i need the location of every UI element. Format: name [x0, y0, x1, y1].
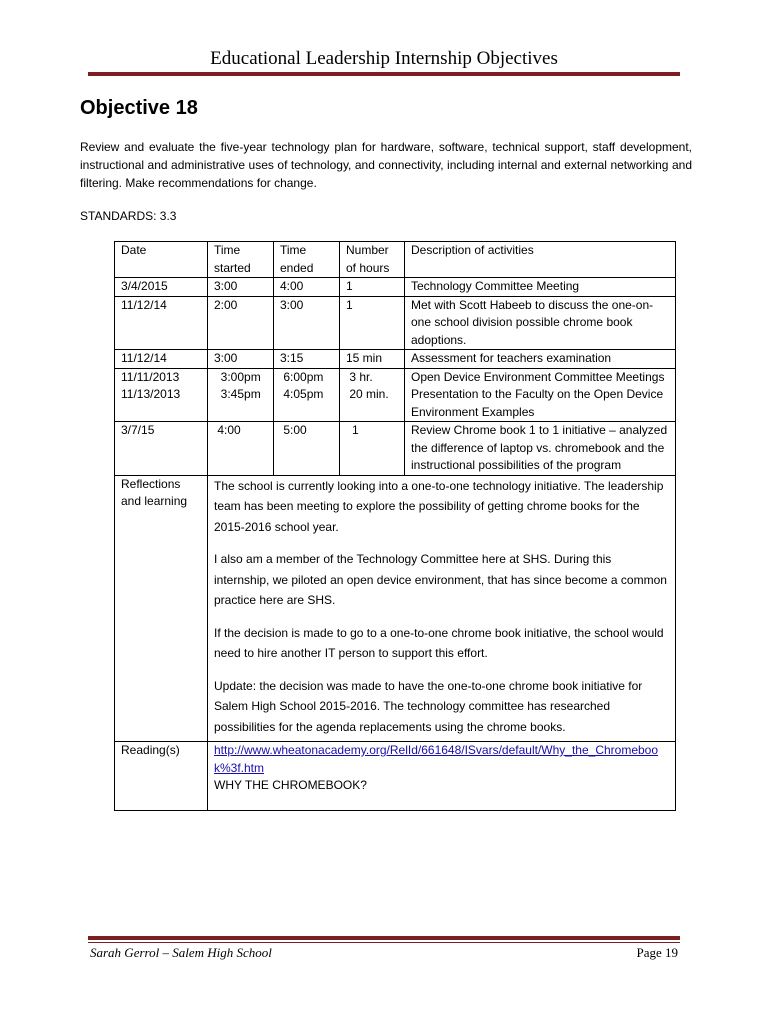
header-hours: Number of hours	[340, 242, 405, 278]
header-date: Date	[115, 242, 208, 278]
table-row	[115, 350, 676, 369]
footer-author: Sarah Gerrol – Salem High School	[90, 945, 272, 960]
objective-description: Review and evaluate the five-year technology plan for hardware, software, technical support, staff development, instructional and administrative uses of technology, and connectivity, including internal and external networking and filtering. Make recommendations for change.	[80, 140, 692, 190]
cell-hours: 1	[340, 422, 405, 476]
reflection-paragraph: The school is currently looking into a one-to-one technology initiative. The leadership team has been meeting to explore the possibility of getting chrome books for the 2015-2016 school year.	[214, 478, 664, 534]
cell-description: Review Chrome book 1 to 1 initiative – analyzed the difference of laptop vs. chromebook and the instructional possibilities of the program	[405, 422, 676, 476]
cell-start: 3:00	[208, 350, 274, 369]
cell-description: Met with Scott Habeeb to discuss the one-on-one school division possible chrome book adoptions.	[405, 296, 676, 350]
header-title: Educational Leadership Internship Objectives	[210, 48, 558, 69]
table-row	[115, 422, 676, 476]
cell-end: 3:00	[274, 296, 340, 350]
cell-start: 3:00pm 3:45pm	[208, 368, 274, 422]
footer-rule	[88, 936, 680, 940]
reading-title: WHY THE CHROMEBOOK?	[214, 778, 367, 792]
cell-date: 11/12/14	[115, 350, 208, 369]
reflections-text	[208, 475, 676, 742]
standards-label: STANDARDS: 3.3	[80, 209, 177, 223]
cell-description: Assessment for teachers examination	[405, 350, 676, 369]
header-description: Description of activities	[405, 242, 676, 278]
header-time-ended: Time ended	[274, 242, 340, 278]
cell-date: 11/11/2013 11/13/2013	[115, 368, 208, 422]
objective-heading: Objective 18	[80, 97, 198, 119]
cell-description: Technology Committee Meeting	[405, 278, 676, 297]
cell-hours: 1	[340, 296, 405, 350]
cell-hours: 3 hr. 20 min.	[340, 368, 405, 422]
cell-start: 3:00	[208, 278, 274, 297]
reading-cell	[208, 742, 676, 811]
footer-rule-thin	[88, 942, 680, 943]
reflections-row	[115, 475, 676, 742]
table-row	[115, 296, 676, 350]
reflection-paragraph: If the decision is made to go to a one-to-one chrome book initiative, the school would need to hire another IT person to support this effort.	[214, 625, 664, 660]
cell-start: 4:00	[208, 422, 274, 476]
reading-label: Reading(s)	[115, 742, 208, 811]
cell-date: 11/12/14	[115, 296, 208, 350]
reading-link[interactable]: http://www.wheatonacademy.org/RelId/661648/ISvars/default/Why_the_Chromebook%3f.htm	[214, 743, 659, 775]
cell-end: 4:00	[274, 278, 340, 297]
header-time-started: Time started	[208, 242, 274, 278]
reflection-paragraph: Update: the decision was made to have the one-to-one chrome book initiative for Salem High School 2015-2016. The technology committee has researched possibilities for the agenda replacements using the chrome books.	[214, 678, 643, 734]
reading-row	[115, 742, 676, 811]
cell-end: 6:00pm 4:05pm	[274, 368, 340, 422]
activity-table	[114, 241, 676, 811]
cell-end: 5:00	[274, 422, 340, 476]
table-row	[115, 278, 676, 297]
reflection-paragraph: I also am a member of the Technology Committee here at SHS. During this internship, we piloted an open device environment, that has since become a common practice here are SHS.	[214, 552, 667, 607]
reflections-label: Reflections and learning	[115, 475, 208, 742]
cell-hours: 15 min	[340, 350, 405, 369]
table-row	[115, 368, 676, 422]
header-rule	[88, 72, 680, 76]
cell-date: 3/7/15	[115, 422, 208, 476]
cell-description: Open Device Environment Committee Meetings Presentation to the Faculty on the Open Device Environment Examples	[405, 368, 676, 422]
cell-end: 3:15	[274, 350, 340, 369]
cell-hours: 1	[340, 278, 405, 297]
page-number: Page 19	[636, 945, 678, 960]
cell-date: 3/4/2015	[115, 278, 208, 297]
table-header-row	[115, 242, 676, 278]
cell-start: 2:00	[208, 296, 274, 350]
